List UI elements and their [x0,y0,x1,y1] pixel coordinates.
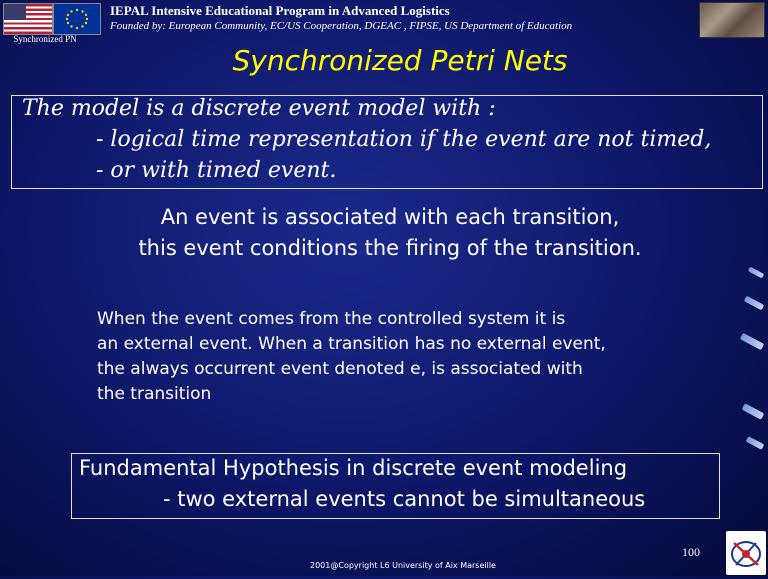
copyright-text: 2001@Copyright L6 University of Aix Marseille [310,561,496,570]
external-event-paragraph [97,307,717,407]
external-line-1: When the event comes from the controlled system it is [97,309,566,329]
event-line-1: An event is associated with each transition, [160,205,620,229]
founded-by-text: Founded by: European Community, EC/US Cooperation, DGEAC , FIPSE, US Department of Education [110,20,573,32]
external-line-3: the always occurrent event denoted e, is associated with [97,359,583,379]
section-label: Synchronized PN [13,34,77,44]
eu-flag-icon [53,3,101,35]
decorative-streak [742,403,765,420]
harbor-photo [699,2,765,38]
event-line-2: this event conditions the firing of the transition. [138,236,642,260]
model-line-2: - logical time representation if the event are not timed, [96,127,712,152]
model-line-1: The model is a discrete event model with : [22,96,496,121]
slide-title: Synchronized Petri Nets [232,44,568,77]
hypothesis-line-1: Fundamental Hypothesis in discrete event modeling [79,456,628,480]
event-paragraph [60,202,720,264]
decorative-streak [740,333,764,350]
us-flag-icon [3,3,53,35]
external-line-4: the transition [97,384,212,404]
university-logo-icon [726,531,766,575]
external-line-2: an external event. When a transition has no external event, [97,334,606,354]
hypothesis-line-2: - two external events cannot be simultaneous [163,487,646,511]
decorative-streak [744,296,764,311]
page-number: 100 [682,545,700,559]
model-line-3: - or with timed event. [96,158,337,183]
decorative-streak [748,267,764,279]
decorative-streak [746,436,765,450]
program-title: IEPAL Intensive Educational Program in Advanced Logistics [110,3,450,18]
